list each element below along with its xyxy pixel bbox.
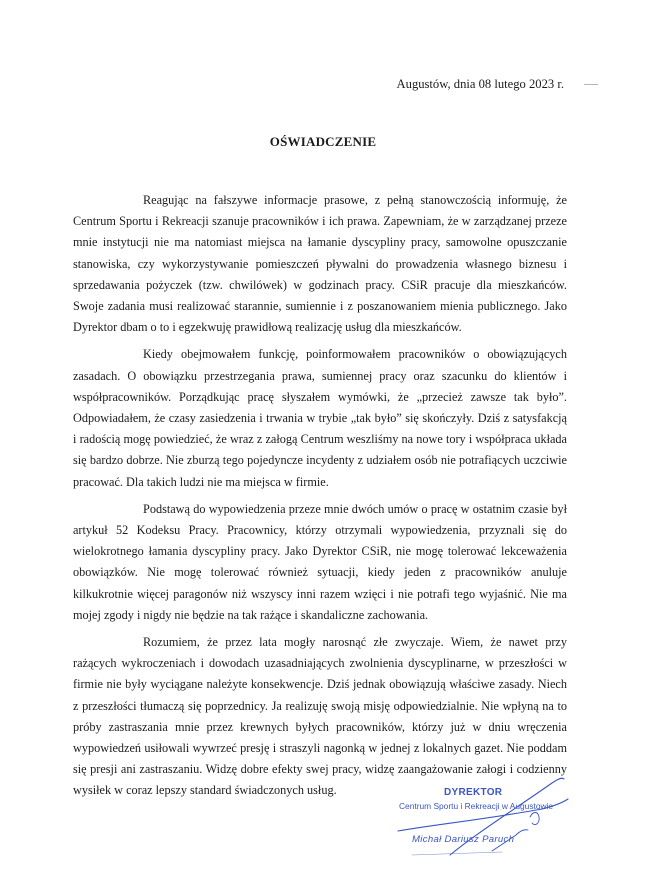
document-body <box>73 190 567 808</box>
scan-mark <box>584 84 598 85</box>
stamp-organization: Centrum Sportu i Rekreacji w Augustowie <box>399 801 554 811</box>
stamp-title: DYREKTOR <box>444 787 503 798</box>
date-line: Augustów, dnia 08 lutego 2023 r. <box>396 77 564 91</box>
paragraph-4: Rozumiem, że przez lata mogły narosnąć złe zwyczaje. Wiem, że nawet przy rażących wykroczeniach i dowodach uzasadniających zwolnienia dyscyplinarne, w przeszłości w firmie nie były wyciągane należyte konsekwencje. Dziś jednak obowiązują właściwe zasady. Niech z przeszłości tłumaczą się poprzednicy. Ja realizuję swoją misję odpowiedzialnie. Nie wpłyną na to próby zastraszania mnie przez krewnych byłych pracowników, którzy już w dniu wręczenia wypowiedzeń usiłowali wywrzeć presję i straszyli nagonką w jednej z lokalnych gazet. Nie poddam się presji ani zastraszaniu. Widzę dobre efekty swej pracy, widzę zaangażowanie załogi i codzienny wysiłek w coraz lepszy standard świadczonych usług. <box>73 635 567 798</box>
paragraph-3: Podstawą do wypowiedzenia przeze mnie dwóch umów o pracę w ostatnim czasie był artykuł 52 Kodeksu Pracy. Pracownicy, którzy otrzymali wypowiedzenia, przyznali się do wielokrotnego łamania dyscypliny pracy. Jako Dyrektor CSiR, nie mogę tolerować lekceważenia obowiązków. Nie mogę tolerować również sytuacji, kiedy jeden z pracowników anuluje kilkukrotnie więcej paragonów niż wszyscy inni razem wzięci i nie potrafi tego wyjaśnić. Nie ma mojej zgody i nigdy nie będzie na tak rażące i skandaliczne zachowania. <box>73 501 567 622</box>
paragraph-1: Reagując na fałszywe informacje prasowe, z pełną stanowczością informuję, że Centrum Sportu i Rekreacji szanuje pracowników i ich prawa. Zapewniam, że w zarządzanej przeze mnie instytucji nie ma natomiast miejsca na łamanie dyscypliny pracy, samowolne opuszczanie stanowiska, czy wykorzystywanie pomieszczeń pływalni do prowadzenia własnego biznesu i sprzedawania pożyczek (tzw. chwilówek) w godzinach pracy. CSiR pracuje dla mieszkańców. Swoje zadania musi realizować starannie, sumiennie i z poszanowaniem mienia publicznego. Jako Dyrektor dbam o to i egzekwuję prawidłową realizację usług dla mieszkańców. <box>73 193 567 335</box>
director-stamp <box>392 773 572 863</box>
document-title: OŚWIADCZENIE <box>269 134 377 149</box>
paragraph-2: Kiedy obejmowałem funkcję, poinformowałem pracowników o obowiązujących zasadach. O obowiązku przestrzegania prawa, sumiennej pracy oraz szacunku do klientów i współpracowników. Porządkując pracę słyszałem wymówki, że „przecież zawsze tak było”. Odpowiadałem, że czasy zasiedzenia i trwania w trybie „tak było” się skończyły. Dziś z satysfakcją i radością mogę powiedzieć, że wraz z załogą Centrum weszliśmy na nowe tory i współpraca układa się bardzo dobrze. Nie zburzą tego pojedyncze incydenty z udziałem osób nie potrafiących uczciwie pracować. Dla takich ludzi nie ma miejsca w firmie. <box>73 347 567 489</box>
stamp-name: Michał Dariusz Paruch <box>412 834 515 845</box>
